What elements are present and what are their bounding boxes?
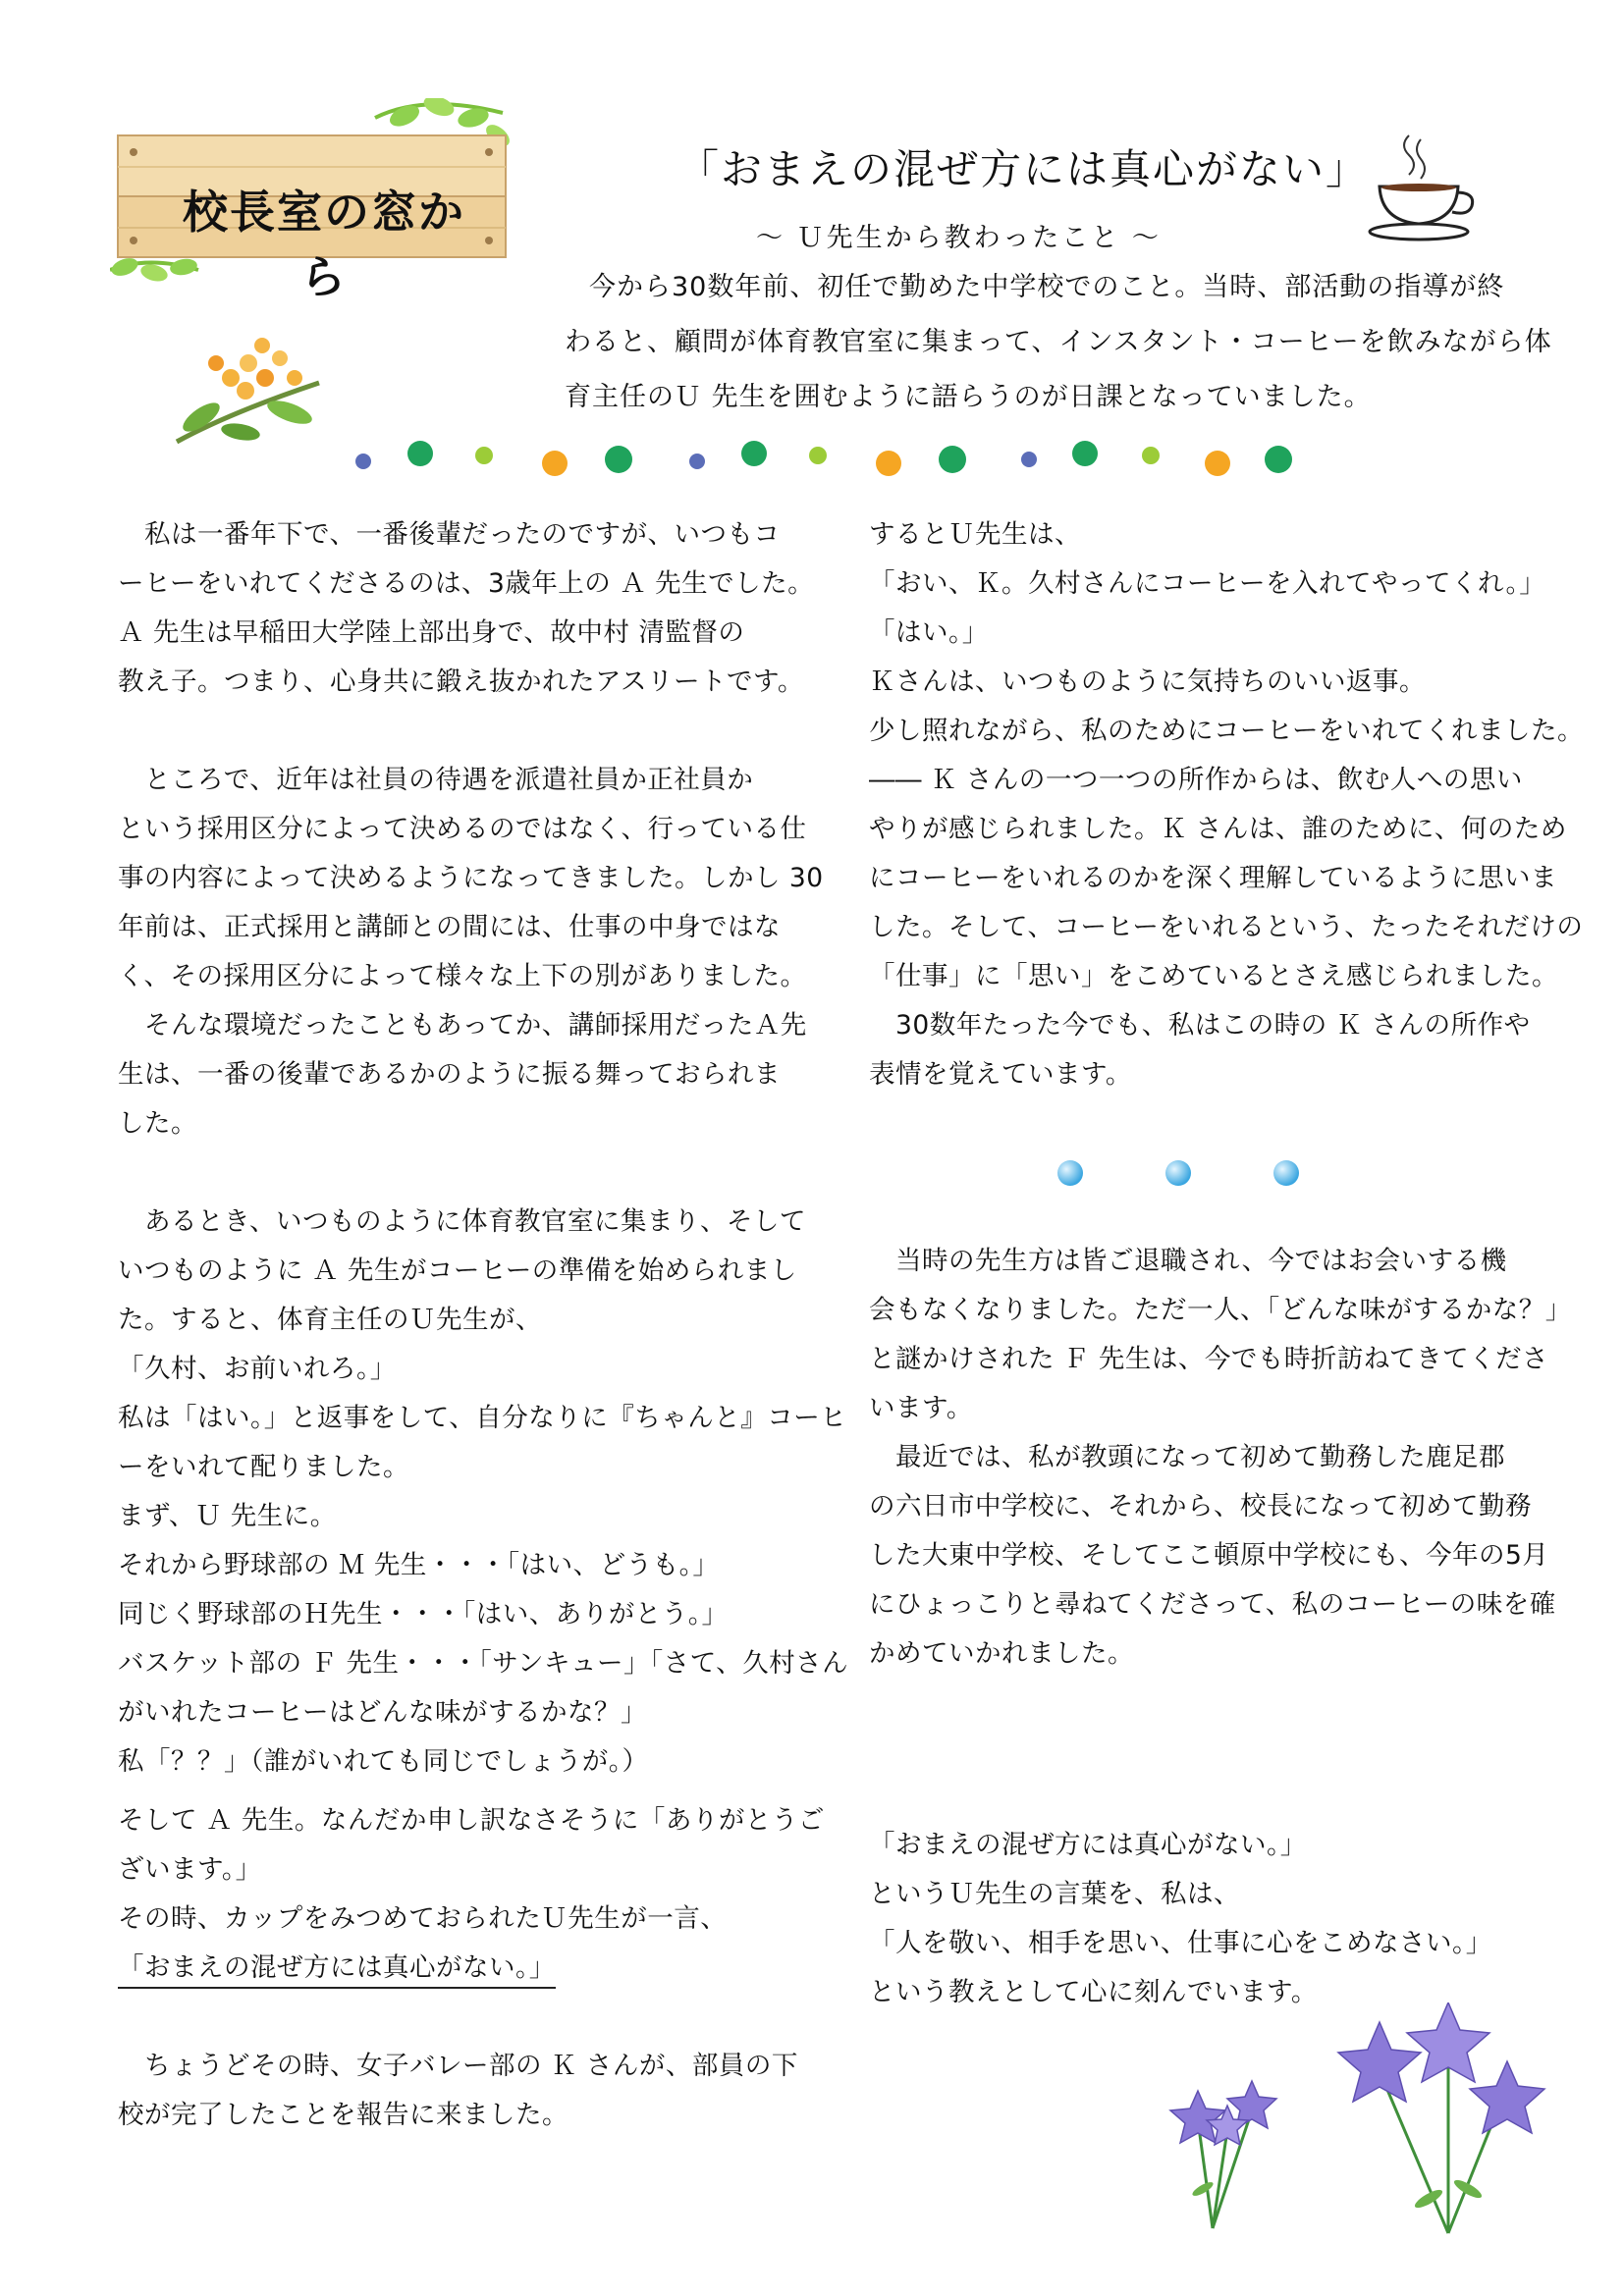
text-line: 私は「はい。」と返事をして、自分なりに『ちゃんと』コーヒ [118, 1403, 847, 1433]
text-line: 「はい。」 [869, 617, 989, 648]
text-line: そして Ａ 先生。なんだか申し訳なさそうに「ありがとうご [118, 1805, 825, 1836]
left-column [118, 510, 849, 2140]
text-line: 事の内容によって決めるようになってきました。しかし 30 [118, 863, 824, 893]
text-line: ―― Ｋ さんの一つ一つの所作からは、飲む人への思い [869, 765, 1523, 795]
text-line: 最近では、私が教頭になって初めて勤務した鹿足郡 [869, 1442, 1505, 1472]
osmanthus-flower-icon [172, 324, 329, 452]
text-line: がいれたコーヒーはどんな味がするかな？」 [118, 1697, 647, 1728]
text-line: というＵ先生の言葉を、私は、 [869, 1879, 1240, 1909]
text-line: バスケット部の Ｆ 先生・・・「サンキュー」「さて、久村さん [118, 1648, 849, 1679]
page-title: 「おまえの混ぜ方には真心がない」 [677, 145, 1370, 193]
text-line: そんな環境だったこともあってか、講師採用だったＡ先 [118, 1010, 807, 1041]
quote-line: 「おまえの混ぜ方には真心がない。」 [118, 1952, 556, 1989]
right-column-closing [869, 1821, 1537, 2017]
text-line: 表情を覚えています。 [869, 1059, 1132, 1090]
text-line: 少し照れながら、私のためにコーヒーをいれてくれました。 [869, 716, 1584, 746]
text-line: ーヒーをいれてくださるのは、3歳年上の Ａ 先生でした。 [118, 568, 815, 599]
text-line: 校が完了したことを報告に来ました。 [118, 2100, 568, 2130]
coffee-cup-icon [1360, 128, 1478, 245]
text-line: という教えとして心に刻んでいます。 [869, 1977, 1318, 2007]
text-line: した大東中学校、そしてここ頓原中学校にも、今年の5月 [869, 1540, 1549, 1571]
text-line: Ａ 先生は早稲田大学陸上部出身で、故中村 清監督の [118, 617, 745, 648]
text-line: ちょうどその時、女子バレー部の Ｋ さんが、部員の下 [118, 2051, 798, 2081]
text-line: 私「？？」（誰がいれても同じでしょうが。） [118, 1746, 649, 1777]
text-line: した。 [118, 1108, 197, 1139]
text-line: ところで、近年は社員の待遇を派遣社員か正社員か [118, 765, 754, 795]
right-column-lower [869, 1237, 1572, 1679]
right-column [869, 510, 1584, 1099]
blue-bubble-row [1041, 1153, 1316, 1193]
text-line: ざいます。」 [118, 1854, 262, 1885]
text-line: 「仕事」に「思い」をこめているとさえ感じられました。 [869, 961, 1558, 991]
text-line: にコーヒーをいれるのかを深く理解しているように思いま [869, 863, 1557, 893]
text-line: 生は、一番の後輩であるかのように振る舞っておられま [118, 1059, 781, 1090]
text-line: と謎かけされた Ｆ 先生は、今でも時折訪ねてきてくださ [869, 1344, 1549, 1374]
text-line: 当時の先生方は皆ご退職され、今ではお会いする機 [869, 1246, 1507, 1276]
colored-dot-row [344, 432, 1306, 481]
text-line: するとＵ先生は、 [869, 519, 1081, 550]
text-line: 「久村、お前いれろ。」 [118, 1354, 397, 1384]
text-line: 年前は、正式採用と講師との間には、仕事の中身ではな [118, 912, 781, 942]
bellflower-icon [1154, 2002, 1566, 2238]
text-line: それから野球部の Ｍ 先生・・・「はい、どうも。」 [118, 1550, 720, 1580]
text-line: います。 [869, 1393, 973, 1423]
text-line: た。すると、体育主任のＵ先生が、 [118, 1305, 542, 1335]
text-line: 「おい、Ｋ。久村さんにコーヒーを入れてやってくれ。」 [869, 568, 1546, 599]
text-line: あるとき、いつものように体育教官室に集まり、そして [118, 1206, 806, 1237]
text-line: した。そして、コーヒーをいれるという、たったそれだけの [869, 912, 1584, 942]
text-line: やりが感じられました。Ｋ さんは、誰のために、何のため [869, 814, 1567, 844]
text-line: 私は一番年下で、一番後輩だったのですが、いつもコ [118, 519, 781, 550]
text-line: く、その採用区分によって様々な上下の別がありました。 [118, 961, 807, 991]
text-line: いつものように Ａ 先生がコーヒーの準備を始められまし [118, 1255, 797, 1286]
text-line: 「おまえの混ぜ方には真心がない。」 [869, 1830, 1307, 1860]
text-line: にひょっこりと尋ねてくださって、私のコーヒーの味を確 [869, 1589, 1556, 1620]
text-line: かめていかれました。 [869, 1638, 1134, 1669]
text-line: 「人を敬い、相手を思い、仕事に心をこめなさい。」 [869, 1928, 1492, 1958]
intro-line: わると、顧問が体育教官室に集まって、インスタント・コーヒーを飲みながら体 [565, 327, 1552, 357]
text-line: の六日市中学校に、それから、校長になって初めて勤務 [869, 1491, 1532, 1522]
intro-line: 今から30数年前、初任で勤めた中学校でのこと。当時、部活動の指導が終 [589, 272, 1505, 302]
text-line: まず、Ｕ 先生に。 [118, 1501, 337, 1531]
text-line: 会もなくなりました。ただ一人、「どんな味がするかな？」 [869, 1295, 1572, 1325]
text-line: 30数年たった今でも、私はこの時の Ｋ さんの所作や [869, 1010, 1531, 1041]
page-subtitle: ～ Ｕ先生から教わったこと ～ [756, 223, 1162, 253]
text-line: その時、カップをみつめておられたＵ先生が一言、 [118, 1903, 728, 1934]
sign-title: 校長室の窓から [183, 186, 465, 303]
intro-line: 育主任のＵ 先生を囲むように語らうのが日課となっていました。 [565, 382, 1372, 412]
text-line: Ｋさんは、いつものように気持ちのいい返事。 [869, 667, 1426, 697]
text-line: という採用区分によって決めるのではなく、行っている仕 [118, 814, 807, 844]
text-line: 教え子。つまり、心身共に鍛え抜かれたアスリートです。 [118, 667, 804, 697]
text-line: ーをいれて配りました。 [118, 1452, 409, 1482]
text-line: 同じく野球部のＨ先生・・・「はい、ありがとう。」 [118, 1599, 729, 1629]
